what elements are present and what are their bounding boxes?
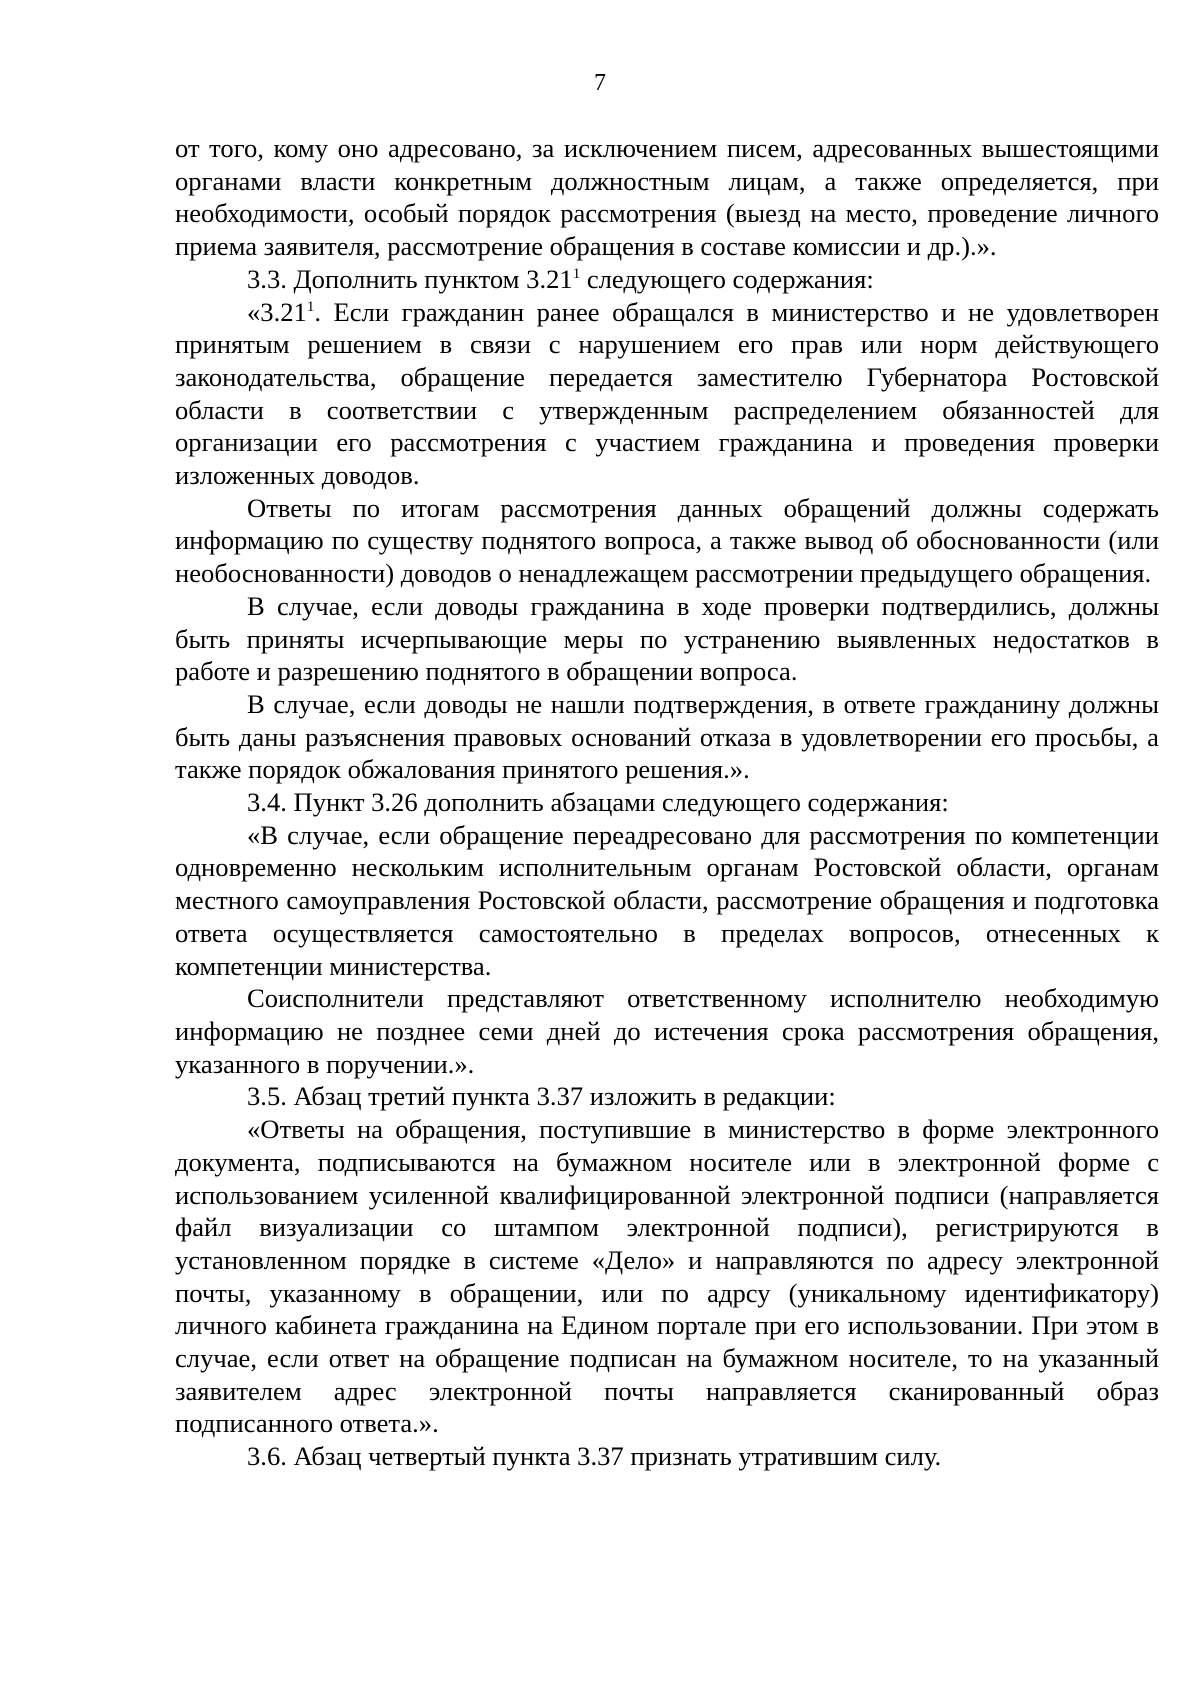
paragraph-item-3-4: 3.4. Пункт 3.26 дополнить абзацами следующего содержания:	[247, 787, 949, 818]
paragraph-continuation: от того, кому оно адресовано, за исключением писем, адресованных вышестоящими органами власти конкретным должностным лицам, а также определяется, при необходимости, особый порядок рассмотрения (выезд на место, проведение личного приема заявителя, рассмотрение обращения в составе комиссии и др.).».	[175, 133, 1159, 262]
document-body	[175, 132, 1159, 1473]
paragraph-text-end: следующего содержания:	[580, 263, 874, 294]
paragraph-coexecutors: Соисполнители представляют ответственному исполнителю необходимую информацию не позднее семи дней до истечения срока рассмотрения обращения, указанного в поручении.».	[175, 983, 1159, 1079]
page-number: 7	[594, 70, 606, 96]
paragraph-electronic-answers: «Ответы на обращения, поступившие в министерство в форме электронного документа, подписываются на бумажном носителе или в электронной форме с использованием усиленной квалифицированной электронной подписи (направляется файл визуализации со штампом электронной подписи), регистрируются в установленном порядке в системе «Дело» и направляются по адресу электронной почты, указанному в обращении, или по адрсу (уникальному идентификатору) личного кабинета гражданина на Едином портале при его использовании. При этом в случае, если ответ на обращение подписан на бумажном носителе, то на указанный заявителем адрес электронной почты направляется сканированный образ подписанного ответа.».	[175, 1114, 1159, 1439]
paragraph-item-3-3	[175, 263, 1159, 296]
paragraph-item-3-6: 3.6. Абзац четвертый пункта 3.37 признать утратившим силу.	[247, 1441, 942, 1472]
paragraph-text-start: 3.3. Дополнить пунктом 3.21	[247, 263, 573, 294]
paragraph-arguments-confirmed: В случае, если доводы гражданина в ходе проверки подтвердились, должны быть приняты исчерпывающие меры по устранению выявленных недостатков в работе и разрешению поднятого в обращении вопроса.	[175, 590, 1159, 687]
paragraph-item-3-5: 3.5. Абзац третий пункта 3.37 изложить в редакции:	[247, 1081, 836, 1112]
paragraph-arguments-not-confirmed: В случае, если доводы не нашли подтверждения, в ответе гражданину должны быть даны разъяснения правовых оснований отказа в удовлетворении его просьбы, а также порядок обжалования принятого решения.».	[175, 688, 1159, 785]
superscript-mark: 1	[572, 265, 581, 282]
superscript-mark: 1	[306, 298, 315, 315]
paragraph-text-end: . Если гражданин ранее обращался в министерство и не удовлетворен принятым решением в связи с нарушением его прав или норм действующего законодательства, обращение передается заместителю Губернатора Ростовской области в соответствии с утвержденным распределением обязанностей для организации его рассмотрения с участием гражданина и проведения проверки изложенных доводов.	[175, 296, 1159, 491]
paragraph-answers: Ответы по итогам рассмотрения данных обращений должны содержать информацию по существу поднятого вопроса, а также вывод об обоснованности (или необоснованности) доводов о ненадлежащем рассмотрении предыдущего обращения.	[175, 492, 1159, 589]
paragraph-readdressed: «В случае, если обращение переадресовано для рассмотрения по компетенции одновременно нескольким исполнительным органам Ростовской области, органам местного самоуправления Ростовской области, рассмотрение обращения и подготовка ответа осуществляется самостоятельно в пределах вопросов, отнесенных к компетенции министерства.	[175, 819, 1159, 981]
paragraph-text-start: «3.21	[247, 296, 307, 327]
paragraph-item-3-21-1	[175, 296, 1159, 492]
